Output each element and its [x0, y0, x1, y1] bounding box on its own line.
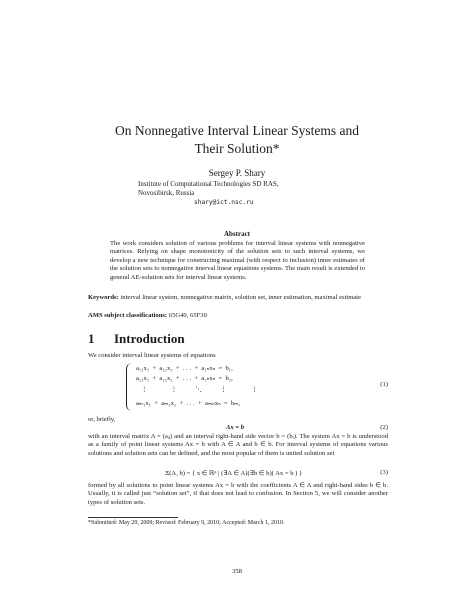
section-title: Introduction [114, 331, 185, 346]
system-row-1: a₁₁x₁ + a₁₂x₂ + . . . + a₁ₙxₙ = b₁, [136, 365, 233, 372]
equation-2: Ax = b [226, 424, 245, 431]
affiliation-line2: Novosibirsk, Russia [138, 189, 195, 197]
paragraph-2: formed by all solutions to point linear systems Ax = b with the coefficients A ∈ A and right-hand sides b ∈ b. Usually, it is called just “solution set”, if that does not lead to confusion. In Section 5, we will consider another types of solution sets. [88, 482, 388, 506]
footnote: *Submitted: May 29, 2009; Revised: February 9, 2010; Accepted: March 1, 2010. [88, 520, 285, 526]
paragraph-1: with an interval matrix A = (aᵢⱼ) and an interval right-hand side vector b = (bᵢ). The system Ax = b is understood as a family of point linear systems Ax = b with A ∈ A and b ∈ b. For interval systems of equations various solutions and solution sets can be defined, and the most popular of them is united solution set [88, 433, 388, 457]
section-number: 1 [88, 331, 95, 346]
affiliation-line1: Institute of Computational Technologies SD RAS, [138, 180, 279, 188]
equation-3-number: (3) [380, 469, 388, 476]
page-number: 358 [232, 568, 242, 575]
equation-3: Ξ(A, b) = { x ∈ ℝⁿ | (∃A ∈ A)(∃b ∈ b)( Ax = b ) } [165, 470, 303, 477]
intro-line: We consider interval linear systems of equations [88, 352, 216, 359]
abstract-heading: Abstract [223, 230, 251, 238]
author-name: Sergey P. Shary [208, 168, 266, 178]
equation-1-number: (1) [380, 381, 388, 388]
keywords [88, 294, 388, 302]
system-row-4: aₘ₁x₁ + aₘ₂x₂ + . . . + aₘₙxₙ = bₘ, [136, 400, 240, 407]
footnote-rule [88, 517, 178, 518]
author-email[interactable]: shary@ict.nsc.ru [194, 199, 254, 206]
abstract-text: The work considers solution of various problems for interval linear systems with nonnegative matrices. Relying on shape monotonicity of the solution sets to such interval systems, we develop a new technique for constructing maximal (with respect to inclusion) inner estimates of the solution sets to nonnegative interval linear equations systems. The main result is extended to general AE-solution sets for interval linear systems. [110, 240, 365, 281]
system-row-3: ⋮ ⋮ ⋱ ⋮ ⋮ [136, 386, 258, 393]
section-heading [88, 331, 185, 347]
system-brace [126, 363, 133, 411]
ams-text: 65G40, 65F30 [168, 312, 207, 319]
system-row-2: a₂₁x₁ + a₂₂x₂ + . . . + a₂ₙxₙ = b₂, [136, 375, 233, 382]
ams-classifications [88, 312, 388, 320]
keywords-text: interval linear system, nonnegative matrix, solution set, inner estimation, maximal estimate [120, 294, 362, 301]
keywords-label: Keywords: [88, 294, 119, 301]
or-briefly: or, briefly, [88, 416, 116, 423]
equation-2-number: (2) [380, 424, 388, 431]
ams-label: AMS subject classifications: [88, 312, 168, 319]
paper-title-line2: Their Solution* [194, 141, 280, 156]
paper-title-line1: On Nonnegative Interval Linear Systems and [114, 123, 360, 138]
